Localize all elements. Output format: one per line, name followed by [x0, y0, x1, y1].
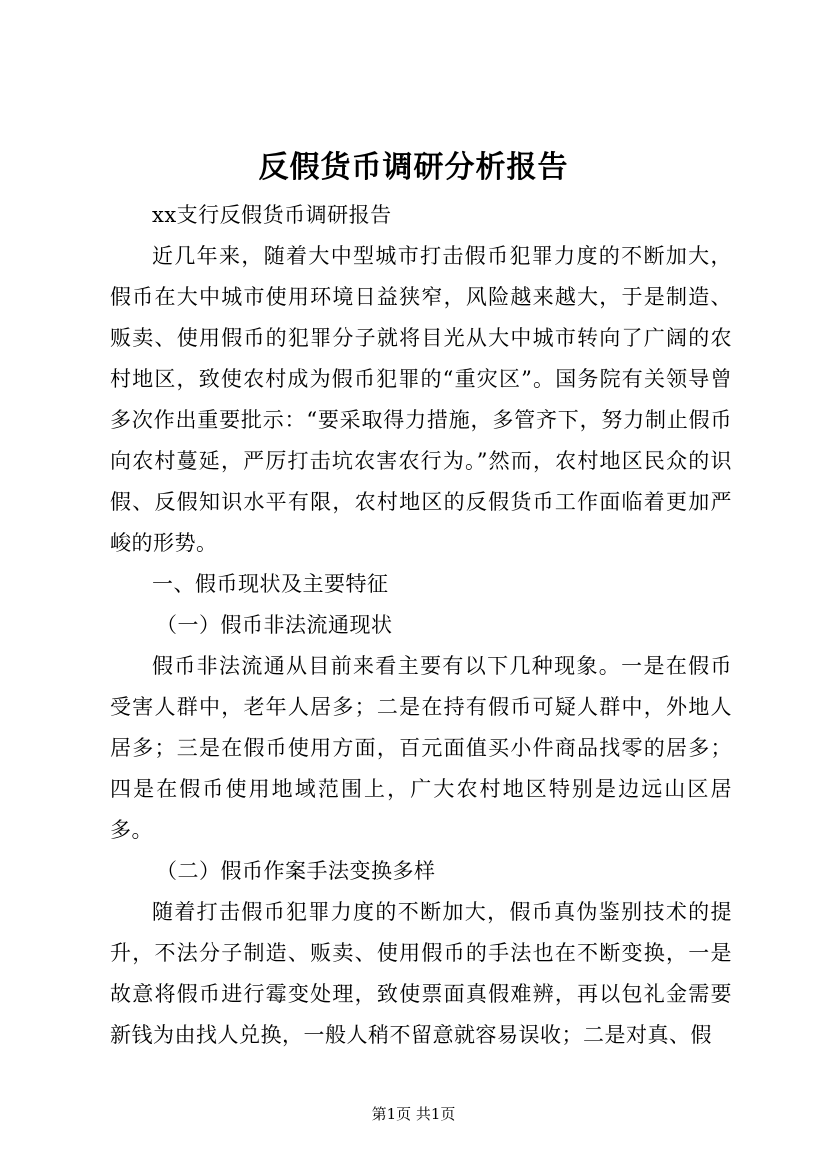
paragraph-methods: 随着打击假币犯罪力度的不断加大，假币真伪鉴别技术的提升，不法分子制造、贩卖、使用假币的手法也在不断变换，一是故意将假币进行霉变处理，致使票面真假难辨，再以包礼金需要新钱为由找人兑换，一般人稍不留意就容易误收；二是对真、假: [110, 900, 732, 1047]
paragraph-introduction: 近几年来，随着大中型城市打击假币犯罪力度的不断加大，假币在大中城市使用环境日益狭窄，风险越来越大，于是制造、贩卖、使用假币的犯罪分子就将目光从大中城市转向了广阔的农村地区，致使农村成为假币犯罪的“重灾区”。国务院有关领导曾多次作出重要批示：“要采取得力措施，多管齐下，努力制止假币向农村蔓延，严厉打击坑农害农行为。”然而，农村地区民众的识假、反假知识水平有限，农村地区的反假货币工作面临着更加严峻的形势。: [110, 244, 732, 555]
subsection-heading-circulation: （一）假币非法流通现状: [156, 613, 393, 637]
document-title: 反假货币调研分析报告: [258, 150, 569, 185]
page-footer: 第1页 共1页: [371, 1105, 456, 1123]
document-body: [110, 195, 732, 1056]
section-heading-counterfeit-status: 一、假币现状及主要特征: [152, 572, 389, 596]
paragraph-circulation-status: 假币非法流通从目前来看主要有以下几种现象。一是在假币受害人群中，老年人居多；二是在持有假币可疑人群中，外地人居多；三是在假币使用方面，百元面值买小件商品找零的居多；四是在假币使用地域范围上，广大农村地区特别是边远山区居多。: [110, 654, 732, 842]
paragraph-branch-report-title: xx支行反假货币调研报告: [152, 203, 392, 227]
subsection-heading-methods: （二）假币作案手法变换多样: [156, 859, 436, 883]
